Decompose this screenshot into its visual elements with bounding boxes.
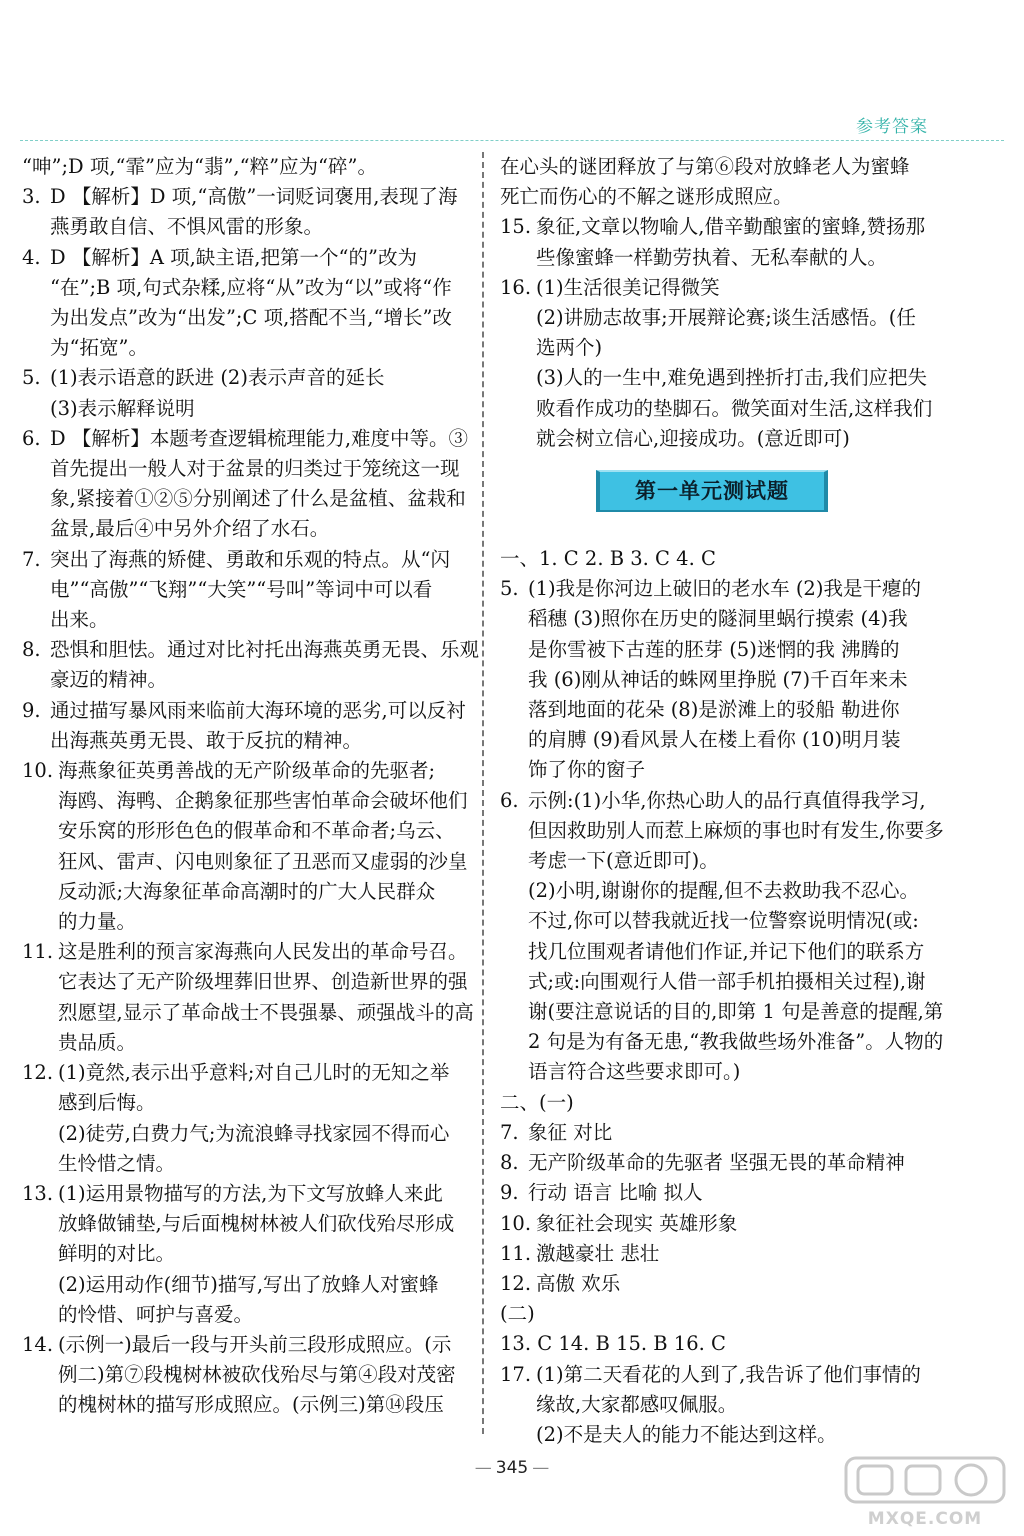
- answer-line: 一、1. C 2. B 3. C 4. C: [500, 547, 716, 571]
- answer-number: 9.: [22, 698, 41, 722]
- answer-number: 15.: [500, 215, 532, 239]
- answer-number: 5.: [22, 366, 41, 390]
- answer-line: 为“拓宽”。: [50, 336, 148, 360]
- answer-line: 稻穗 (3)照你在历史的隧洞里蜗行摸索 (4)我: [528, 607, 908, 631]
- answer-line: 首先提出一般人对于盆景的归类过于笼统这一现: [50, 457, 460, 481]
- answer-number: 11.: [22, 940, 54, 964]
- answer-line: 象征 对比: [528, 1120, 613, 1144]
- answer-number: 10.: [500, 1211, 532, 1235]
- left-answer-item: [22, 424, 469, 545]
- right-top-answer-item: [500, 273, 938, 454]
- answer-line: 的怜惜、呵护与喜爱。: [58, 1302, 254, 1326]
- answer-line: 突出了海燕的矫健、勇敢和乐观的特点。从“闪: [50, 547, 450, 571]
- answer-line: 出海燕英勇无畏、敢于反抗的精神。: [50, 728, 363, 752]
- left-answer-item: [22, 243, 464, 364]
- answer-line: (1)表示语意的跃进 (2)表示声音的延长: [50, 366, 385, 390]
- answer-line: (1)第二天看花的人到了,我告诉了他们事情的: [536, 1362, 921, 1386]
- right-bottom-answer-item: [500, 1148, 938, 1178]
- answer-number: 13.: [22, 1181, 54, 1205]
- left-answer-item: [22, 182, 464, 242]
- answer-line: 2 句是为有备无患,“教我做些场外准备”。人物的: [528, 1030, 944, 1054]
- answer-line: 找几位围观者请他们作证,并记下他们的联系方: [528, 939, 925, 963]
- answer-line: 无产阶级革命的先驱者 坚强无畏的革命精神: [528, 1151, 905, 1175]
- page-number-value: 345: [495, 1458, 529, 1478]
- answer-line: 死亡而伤心的不解之谜形成照应。: [500, 185, 793, 209]
- answer-line: 高傲 欢乐: [536, 1271, 621, 1295]
- answer-line: 选两个): [536, 336, 603, 360]
- answer-line: 反动派;大海象征革命高潮时的广大人民群众: [58, 879, 436, 903]
- answer-line: 示例:(1)小华,你热心助人的品行真值得我学习,: [528, 788, 926, 812]
- answer-line: 豪迈的精神。: [50, 668, 168, 692]
- answer-line: D 【解析】D 项,“高傲”一词贬词褒用,表现了海: [50, 185, 458, 209]
- right-bottom-answer-item: [500, 1088, 938, 1118]
- answer-number: 8.: [22, 638, 41, 662]
- answer-line: 盆景,最后④中另外介绍了水石。: [50, 517, 330, 541]
- svg-text:MXQE.COM: MXQE.COM: [867, 1509, 983, 1529]
- right-bottom-answer-item: [500, 1360, 938, 1451]
- answer-line: “呻”;D 项,“霏”应为“翡”,“粹”应为“碎”。: [22, 155, 377, 178]
- answer-line: (1)运用景物描写的方法,为下文写放蜂人来此: [58, 1181, 443, 1205]
- answer-line: 生怜惜之情。: [58, 1151, 176, 1175]
- section-banner-wrap: [500, 454, 938, 544]
- right-bottom-answer-item: [500, 1209, 938, 1239]
- right-top-answer-item: [500, 152, 938, 212]
- answer-line: 海鸥、海鸭、企鹅象征那些害怕革命会破坏他们: [58, 789, 468, 813]
- right-bottom-answer-item: [500, 544, 938, 574]
- answer-number: 14.: [22, 1332, 54, 1356]
- answer-number: 7.: [22, 547, 41, 571]
- answer-line: 13. C 14. B 15. B 16. C: [500, 1332, 726, 1356]
- answer-line: 在心头的谜团释放了与第⑥段对放蜂老人为蜜蜂: [500, 155, 910, 178]
- column-divider: [482, 152, 484, 1434]
- left-answer-item: [22, 152, 464, 182]
- answer-number: 6.: [500, 788, 519, 812]
- answer-line: 落到地面的花朵 (8)是淤滩上的驳船 勒进你: [528, 698, 900, 722]
- answer-line: 贵品质。: [58, 1030, 137, 1054]
- answer-number: 4.: [22, 245, 41, 269]
- answer-line: (1)竟然,表示出乎意料;对自己儿时的无知之举: [58, 1061, 450, 1085]
- answer-line: (1)生活很美记得微笑: [536, 275, 720, 299]
- left-answer-item: [22, 1058, 464, 1179]
- answer-line: 海燕象征英勇善战的无产阶级革命的先驱者;: [58, 759, 436, 783]
- header-title: 参考答案: [856, 117, 928, 137]
- answer-line: 饰了你的窗子: [528, 758, 646, 782]
- answer-line: (3)人的一生中,难免遇到挫折打击,我们应把失: [536, 366, 928, 390]
- right-bottom-answer-item: [500, 1178, 938, 1208]
- answer-line: 谢(要注意说话的目的,即第 1 句是善意的提醒,第: [528, 1000, 944, 1024]
- answer-line: (二): [500, 1302, 535, 1326]
- answer-number: 17.: [500, 1362, 532, 1386]
- page-number: — 345 —: [474, 1458, 550, 1478]
- answer-line: 但因救助别人而惹上麻烦的事也时有发生,你要多: [528, 818, 944, 842]
- answer-line: 例二)第⑦段槐树林被砍伐殆尽与第④段对茂密: [58, 1363, 456, 1387]
- right-bottom-answer-item: [500, 1118, 938, 1148]
- left-answer-item: [22, 937, 474, 1058]
- answer-line: 的力量。: [58, 910, 137, 934]
- left-answer-item: [22, 1179, 464, 1330]
- answer-line: 激越豪壮 悲壮: [536, 1241, 660, 1265]
- answer-line: 就会树立信心,迎接成功。(意近即可): [536, 426, 850, 450]
- answer-line: 为出发点”改为“出发”;C 项,搭配不当,“增长”改: [50, 306, 452, 330]
- right-bottom-answer-item: [500, 1239, 938, 1269]
- answer-line: 象征社会现实 英雄形象: [536, 1211, 738, 1235]
- answer-number: 8.: [500, 1151, 519, 1175]
- right-bottom-answer-item: [500, 1299, 938, 1329]
- header-divider: [20, 140, 1004, 141]
- answer-line: (3)表示解释说明: [50, 396, 195, 420]
- answer-line: 出来。: [50, 608, 109, 632]
- answer-line: 象征,文章以物喻人,借辛勤酿蜜的蜜蜂,赞扬那: [536, 215, 926, 239]
- left-answer-item: [22, 545, 464, 636]
- left-answer-item: [22, 635, 480, 695]
- answer-line: “在”;B 项,句式杂糅,应将“从”改为“以”或将“作: [50, 275, 452, 299]
- answer-line: (2)运用动作(细节)描写,写出了放蜂人对蜜蜂: [58, 1272, 439, 1296]
- answer-line: D 【解析】本题考查逻辑梳理能力,难度中等。③: [50, 426, 469, 450]
- answer-line: 缘故,大家都感叹佩服。: [536, 1392, 738, 1416]
- answer-number: 9.: [500, 1181, 519, 1205]
- right-bottom-answer-item: [500, 786, 944, 1088]
- answer-line: 电”“高傲”“飞翔”“大笑”“号叫”等词中可以看: [50, 577, 433, 601]
- right-column-top: [500, 152, 938, 454]
- right-column: [500, 152, 944, 1450]
- watermark-logo: [840, 1452, 1010, 1532]
- answer-line: 象,紧接着①②⑤分别阐述了什么是盆植、盆栽和: [50, 487, 466, 511]
- answer-number: 12.: [500, 1271, 532, 1295]
- answer-line: 的槐树林的描写形成照应。(示例三)第⑭段压: [58, 1393, 444, 1417]
- answer-line: 鲜明的对比。: [58, 1242, 176, 1266]
- answer-number: 6.: [22, 426, 41, 450]
- right-bottom-answer-item: [500, 1329, 938, 1359]
- answer-line: 行动 语言 比喻 拟人: [528, 1181, 703, 1205]
- answer-line: (2)讲励志故事;开展辩论赛;谈生活感悟。(任: [536, 306, 916, 330]
- left-answer-item: [22, 696, 464, 756]
- answer-line: 二、(一): [500, 1090, 574, 1114]
- right-bottom-answer-item: [500, 1269, 938, 1299]
- answer-line: (2)徒劳,白费力气;为流浪蜂寻找家园不得而心: [58, 1121, 450, 1145]
- right-column-bottom: [500, 544, 944, 1450]
- answer-line: 的肩膊 (9)看风景人在楼上看你 (10)明月装: [528, 728, 901, 752]
- answer-line: 烈愿望,显示了革命战士不畏强暴、顽强战斗的高: [58, 1000, 474, 1024]
- answer-line: (1)我是你河边上破旧的老水车 (2)我是干瘪的: [528, 577, 921, 601]
- left-answer-item: [22, 1330, 464, 1421]
- answer-line: 败看作成功的垫脚石。微笑面对生活,这样我们: [536, 396, 933, 420]
- answer-line: 恐惧和胆怯。通过对比衬托出海燕英勇无畏、乐观: [50, 638, 480, 662]
- answer-line: 些像蜜蜂一样勤劳执着、无私奉献的人。: [536, 245, 888, 269]
- answer-line: 不过,你可以替我就近找一位警察说明情况(或:: [528, 909, 919, 933]
- answer-line: 式;或:向围观行人借一部手机拍摄相关过程),谢: [528, 969, 926, 993]
- answer-number: 10.: [22, 759, 54, 783]
- left-answer-item: [22, 756, 468, 937]
- answer-line: 是你雪被下古莲的胚芽 (5)迷惘的我 沸腾的: [528, 637, 900, 661]
- answer-line: 通过描写暴风雨来临前大海环境的恶劣,可以反衬: [50, 698, 466, 722]
- answer-number: 11.: [500, 1241, 532, 1265]
- answer-line: (示例一)最后一段与开头前三段形成照应。(示: [58, 1332, 452, 1356]
- answer-line: 燕勇敢自信、不惧风雷的形象。: [50, 215, 324, 239]
- answer-number: 16.: [500, 275, 532, 299]
- answer-number: 12.: [22, 1061, 54, 1085]
- answer-line: 我 (6)刚从神话的蛛网里挣脱 (7)千百年来未: [528, 667, 908, 691]
- answer-number: 5.: [500, 577, 519, 601]
- answer-line: 感到后悔。: [58, 1091, 156, 1115]
- answer-line: 安乐窝的形形色色的假革命和不革命者;乌云、: [58, 819, 455, 843]
- left-answer-item: [22, 363, 464, 423]
- answer-line: (2)不是夫人的能力不能达到这样。: [536, 1422, 837, 1446]
- left-column: [22, 152, 480, 1421]
- section-title-banner: 第一单元测试题: [596, 470, 828, 512]
- answer-line: D 【解析】A 项,缺主语,把第一个“的”改为: [50, 245, 417, 269]
- answer-number: 7.: [500, 1120, 519, 1144]
- answer-line: 语言符合这些要求即可。): [528, 1060, 741, 1084]
- right-bottom-answer-item: [500, 574, 938, 785]
- answer-line: (2)小明,谢谢你的提醒,但不去救助我不忍心。: [528, 879, 920, 903]
- answer-line: 考虑一下(意近即可)。: [528, 849, 719, 873]
- answer-line: 它表达了无产阶级埋葬旧世界、创造新世界的强: [58, 970, 468, 994]
- answer-line: 这是胜利的预言家海燕向人民发出的革命号召。: [58, 940, 468, 964]
- answer-line: 放蜂做铺垫,与后面槐树林被人们砍伐殆尽形成: [58, 1212, 455, 1236]
- right-top-answer-item: [500, 212, 938, 272]
- answer-line: 狂风、雷声、闪电则象征了丑恶而又虚弱的沙皇: [58, 849, 468, 873]
- answer-number: 3.: [22, 185, 41, 209]
